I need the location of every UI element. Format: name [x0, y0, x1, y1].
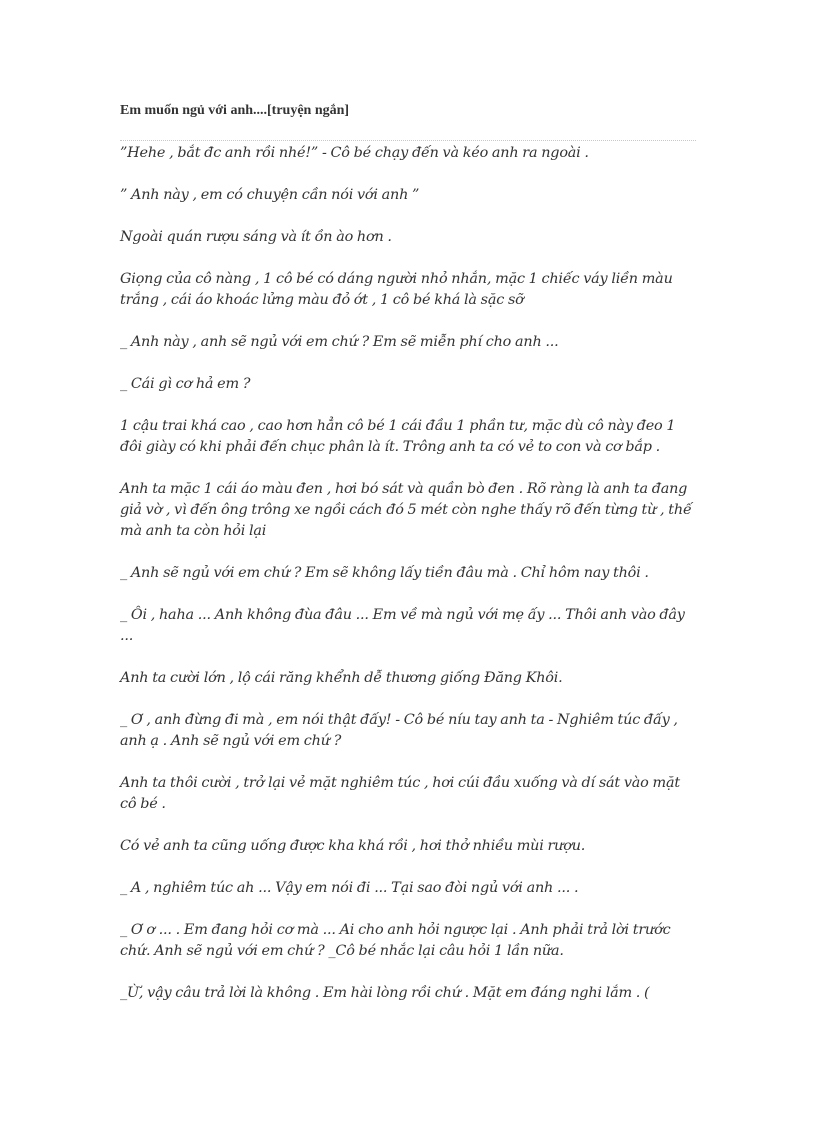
- paragraph: _ Ơ , anh đừng đi mà , em nói thật đấy! - Cô bé níu tay anh ta - Nghiêm túc đấy , anh ạ . Anh sẽ ngủ với em chứ ?: [120, 712, 678, 749]
- paragraph: Ngoài quán rượu sáng và ít ồn ào hơn .: [120, 229, 392, 245]
- paragraph: Anh ta cười lớn , lộ cái răng khểnh dễ thương giống Đăng Khôi.: [120, 670, 563, 686]
- paragraph: Anh ta thôi cười , trở lại vẻ mặt nghiêm túc , hơi cúi đầu xuống và dí sát vào mặt cô bé .: [120, 775, 680, 812]
- paragraph: Có vẻ anh ta cũng uống được kha khá rồi , hơi thở nhiều mùi rượu.: [120, 838, 586, 854]
- paragraph: _ Cái gì cơ hả em ?: [120, 376, 251, 392]
- story-body: [120, 143, 700, 1025]
- page-title: Em muốn ngủ với anh....[truyện ngắn]: [120, 103, 350, 118]
- paragraph: _ Anh sẽ ngủ với em chứ ? Em sẽ không lấy tiền đâu mà . Chỉ hôm nay thôi .: [120, 565, 649, 581]
- paragraph: _ A , nghiêm túc ah ... Vậy em nói đi ... Tại sao đòi ngủ với anh ... .: [120, 880, 579, 896]
- paragraph: _Ừ, vậy câu trả lời là không . Em hài lòng rồi chứ . Mặt em đáng nghi lắm . (: [120, 985, 650, 1001]
- paragraph: Anh ta mặc 1 cái áo màu đen , hơi bó sát và quần bò đen . Rõ ràng là anh ta đang giả vờ , vì đến ông trông xe ngồi cách đó 5 mét còn nghe thấy rõ đến từng từ , thế mà anh ta còn hỏi lại: [120, 481, 692, 539]
- paragraph: _ Ơ ơ ... . Em đang hỏi cơ mà ... Ai cho anh hỏi ngược lại . Anh phải trả lời trước chứ. Anh sẽ ngủ với em chứ ? _Cô bé nhắc lại câu hỏi 1 lần nữa.: [120, 922, 671, 959]
- title-divider: [120, 140, 696, 141]
- paragraph: Giọng của cô nàng , 1 cô bé có dáng người nhỏ nhắn, mặc 1 chiếc váy liền màu trắng , cái áo khoác lửng màu đỏ ớt , 1 cô bé khá là sặc sỡ: [120, 271, 673, 308]
- paragraph: ”Hehe , bắt đc anh rồi nhé!” - Cô bé chạy đến và kéo anh ra ngoài .: [120, 145, 589, 161]
- paragraph: ” Anh này , em có chuyện cần nói với anh ”: [120, 187, 420, 203]
- paragraph: _ Ôi , haha ... Anh không đùa đâu ... Em về mà ngủ với mẹ ấy ... Thôi anh vào đây ...: [120, 607, 685, 644]
- paragraph: _ Anh này , anh sẽ ngủ với em chứ ? Em sẽ miễn phí cho anh ...: [120, 334, 559, 350]
- paragraph: 1 cậu trai khá cao , cao hơn hẳn cô bé 1 cái đầu 1 phần tư, mặc dù cô này đeo 1 đôi giày có khi phải đến chục phân là ít. Trông anh ta có vẻ to con và cơ bắp .: [120, 418, 676, 455]
